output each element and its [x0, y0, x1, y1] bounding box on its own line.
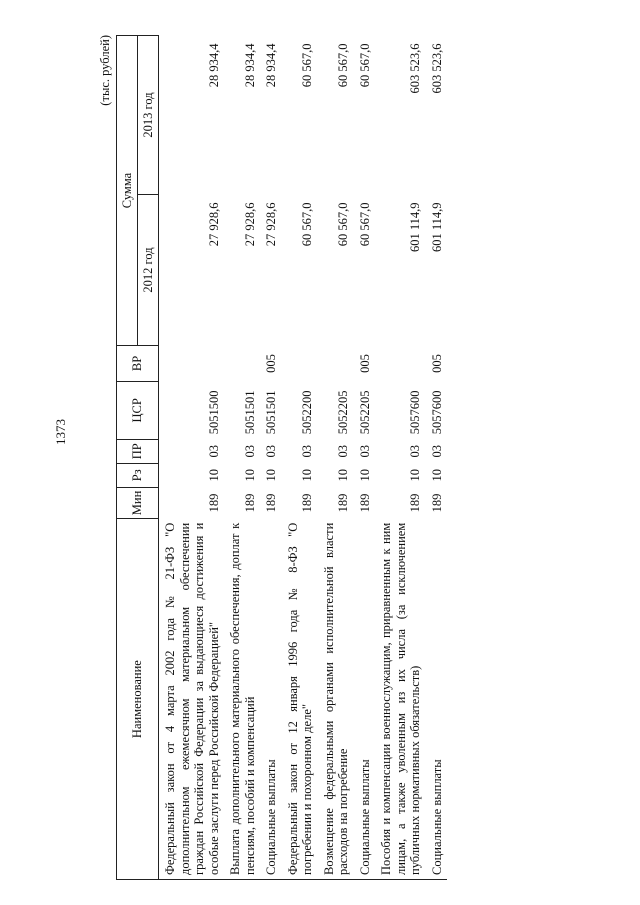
- row-sum-2013: 603 523,6: [429, 43, 444, 94]
- row-sum-2012: 60 567,0: [336, 202, 350, 247]
- row-vr: [375, 346, 426, 382]
- header-name: Наименование: [117, 519, 159, 880]
- row-rz: 10: [336, 469, 350, 482]
- table-row: [282, 36, 318, 880]
- header-rz: Рз: [117, 463, 159, 487]
- row-pr: 03: [336, 445, 350, 458]
- row-name: Возмещение федеральными органами исполнительной власти расходов на погребение: [318, 519, 354, 880]
- row-pr: 03: [206, 445, 221, 458]
- row-csr: 5057600: [429, 390, 444, 435]
- row-min: 189: [300, 493, 314, 513]
- row-vr: [159, 346, 225, 382]
- row-rz: 10: [206, 469, 221, 482]
- row-sum-2012: 27 928,6: [242, 202, 257, 247]
- row-vr: [318, 346, 354, 382]
- budget-sheet: [90, 35, 590, 880]
- row-sum-2012: 601 114,9: [408, 202, 422, 253]
- table-row: [426, 36, 448, 880]
- header-csr: ЦСР: [117, 381, 159, 439]
- row-rz: 10: [264, 469, 278, 482]
- row-vr: [282, 346, 318, 382]
- row-rz: 10: [429, 469, 444, 482]
- row-csr: 5051500: [206, 390, 221, 435]
- row-csr: 5057600: [408, 390, 422, 435]
- header-year-2012: 2012 год: [138, 195, 159, 346]
- row-vr: 005: [429, 354, 444, 373]
- budget-table: [116, 35, 447, 880]
- table-row: [260, 36, 282, 880]
- row-sum-2013: 603 523,6: [408, 43, 422, 94]
- row-csr: 5051501: [264, 390, 278, 435]
- header-year-2013: 2013 год: [138, 36, 159, 195]
- row-name: Пособия и компенсации военнослужащим, приравненным к ним лицам, а также уволенным из их числа (за исключением публичных нормативных обязательств): [375, 519, 426, 880]
- table-row: [318, 36, 354, 880]
- row-pr: 03: [429, 445, 444, 458]
- row-sum-2013: 60 567,0: [336, 43, 350, 88]
- table-row: [159, 36, 225, 880]
- row-rz: 10: [357, 469, 372, 482]
- row-csr: 5052205: [357, 390, 372, 435]
- unit-note: (тыс. рублей): [98, 35, 112, 106]
- row-pr: 03: [357, 445, 372, 458]
- row-rz: 10: [242, 469, 257, 482]
- row-rz: 10: [300, 469, 314, 482]
- row-pr: 03: [408, 445, 422, 458]
- row-name: Федеральный закон от 12 января 1996 года № 8-ФЗ "О погребении и похоронном деле": [282, 519, 318, 880]
- table-row: [354, 36, 376, 880]
- row-csr: 5052200: [300, 390, 314, 435]
- page-number: 1373: [53, 419, 68, 445]
- row-min: 189: [264, 493, 278, 513]
- row-vr: 005: [357, 354, 372, 373]
- row-sum-2013: 60 567,0: [357, 43, 372, 88]
- row-name: Выплата дополнительного материального обеспечения, доплат к пенсиям, пособий и компенсаций: [224, 519, 260, 880]
- table-row: [224, 36, 260, 880]
- row-min: 189: [242, 493, 257, 513]
- row-sum-2012: 601 114,9: [429, 202, 444, 253]
- row-sum-2012: 27 928,6: [206, 202, 221, 247]
- header-sum: Сумма: [117, 36, 138, 346]
- row-rz: 10: [408, 469, 422, 482]
- header-pr: ПР: [117, 439, 159, 463]
- row-min: 189: [357, 493, 372, 513]
- row-min: 189: [429, 493, 444, 513]
- row-pr: 03: [264, 445, 278, 458]
- row-sum-2012: 60 567,0: [357, 202, 372, 247]
- row-name: Социальные выплаты: [260, 519, 282, 880]
- row-sum-2013: 28 934,4: [264, 43, 278, 88]
- row-vr: [224, 346, 260, 382]
- row-min: 189: [408, 493, 422, 513]
- header-vr: ВР: [117, 346, 159, 382]
- header-min: Мин: [117, 487, 159, 519]
- row-vr: 005: [264, 354, 278, 373]
- row-sum-2013: 60 567,0: [300, 43, 314, 88]
- row-sum-2012: 60 567,0: [300, 202, 314, 247]
- row-csr: 5052205: [336, 390, 350, 435]
- row-min: 189: [336, 493, 350, 513]
- row-sum-2013: 28 934,4: [206, 43, 221, 88]
- row-sum-2012: 27 928,6: [264, 202, 278, 247]
- row-name: Федеральный закон от 4 марта 2002 года № 21-ФЗ "О дополнительном ежемесячном материальном обеспечении граждан Российской Федерации за выдающиеся достижения и особые заслуги перед Российской Федерацией": [159, 519, 225, 880]
- row-csr: 5051501: [242, 390, 257, 435]
- row-min: 189: [206, 493, 221, 513]
- row-sum-2013: 28 934,4: [242, 43, 257, 88]
- row-name: Социальные выплаты: [426, 519, 448, 880]
- row-pr: 03: [300, 445, 314, 458]
- table-row: [375, 36, 426, 880]
- row-name: Социальные выплаты: [354, 519, 376, 880]
- row-pr: 03: [242, 445, 257, 458]
